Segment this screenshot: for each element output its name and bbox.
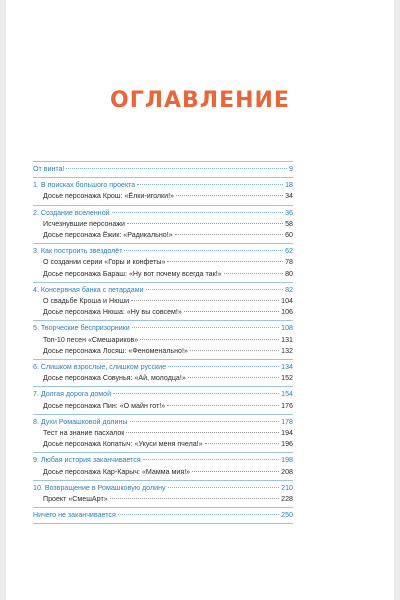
- page-number: 36: [285, 208, 293, 217]
- page-number: 154: [281, 390, 293, 399]
- page-number: 34: [285, 192, 293, 201]
- page-number: 106: [281, 308, 293, 317]
- toc-section: [33, 508, 293, 523]
- entry-title: Досье персонажа Пин: «О майн гот!»: [43, 401, 166, 410]
- entry-title: 8. Духи Ромашковой долины: [33, 417, 128, 426]
- entry-title: Проект «СмешАрт»: [43, 495, 108, 504]
- page-number: 208: [281, 467, 293, 476]
- dot-leader: [184, 311, 279, 312]
- dot-leader: [192, 471, 279, 472]
- toc-chapter-entry: [33, 285, 293, 296]
- page-number: 108: [281, 324, 293, 333]
- page-number: 176: [281, 401, 293, 410]
- toc-subentry: [33, 494, 293, 505]
- entry-title: О свадьбе Кроша и Нюши: [43, 297, 130, 306]
- dot-leader: [168, 366, 279, 367]
- page-number: 134: [281, 363, 293, 372]
- dot-leader: [131, 300, 279, 301]
- dot-leader: [146, 289, 284, 290]
- toc-subentry: [33, 428, 293, 439]
- dot-leader: [126, 432, 279, 433]
- entry-title: 3. Как построить звездолёт: [33, 247, 123, 256]
- page-number: 178: [281, 417, 293, 426]
- section-divider: [33, 523, 293, 524]
- page-number: 198: [281, 456, 293, 465]
- table-of-contents: [33, 161, 293, 524]
- toc-section: [33, 283, 293, 321]
- toc-section: [33, 387, 293, 413]
- dot-leader: [66, 168, 287, 169]
- entry-title: 2. Создание вселенной: [33, 208, 110, 217]
- toc-section: [33, 206, 293, 244]
- toc-chapter-entry: [33, 246, 293, 257]
- entry-title: Досье персонажа Нюша: «Ну вы совсем!»: [43, 308, 182, 317]
- entry-title: 6. Слишком взрослые, слишком русские: [33, 363, 167, 372]
- dot-leader: [118, 514, 279, 515]
- toc-section: [33, 453, 293, 479]
- entry-title: Досье персонажа Копатыч: «Укуси меня пчела!»: [43, 440, 203, 449]
- toc-chapter-entry: [33, 362, 293, 373]
- dot-leader: [175, 234, 283, 235]
- toc-chapter-entry: [33, 323, 293, 334]
- page-number: 104: [281, 297, 293, 306]
- page-number: 18: [285, 181, 293, 190]
- entry-title: 4. Консервная банка с петардами: [33, 285, 144, 294]
- toc-subentry: [33, 219, 293, 230]
- toc-chapter-entry: [33, 208, 293, 219]
- page-number: 58: [285, 219, 293, 228]
- entry-title: Досье персонажа Совунья: «Ай, молодца!»: [43, 374, 186, 383]
- toc-subentry: [33, 467, 293, 478]
- entry-title: Досье персонажа Крош: «Ёлки-иголки!»: [43, 192, 175, 201]
- page-number: 250: [281, 511, 293, 520]
- dot-leader: [124, 250, 283, 251]
- dot-leader: [190, 350, 279, 351]
- toc-subentry: [33, 401, 293, 412]
- toc-chapter-entry: [33, 180, 293, 191]
- page-number: 210: [281, 483, 293, 492]
- page-number: 62: [285, 247, 293, 256]
- toc-subentry: [33, 335, 293, 346]
- page-number: 80: [285, 269, 293, 278]
- toc-subentry: [33, 230, 293, 241]
- entry-title: От винта!: [33, 165, 65, 173]
- dot-leader: [167, 261, 283, 262]
- entry-title: Ничего не заканчивается: [33, 511, 116, 520]
- page-title: ОГЛАВЛЕНИЕ: [110, 88, 290, 113]
- page-number: 82: [285, 285, 293, 294]
- dot-leader: [188, 377, 279, 378]
- toc-chapter-entry: [33, 483, 293, 494]
- entry-title: Досье персонажа Ёжик: «Радикально!»: [43, 231, 173, 240]
- toc-subentry: [33, 439, 293, 450]
- entry-title: 5. Творческие беспризорники: [33, 324, 130, 333]
- toc-subentry: [33, 269, 293, 280]
- page-number: 228: [281, 495, 293, 504]
- toc-subentry: [33, 373, 293, 384]
- toc-subentry: [33, 307, 293, 318]
- dot-leader: [140, 339, 279, 340]
- entry-title: 9. Любая история заканчивается: [33, 456, 141, 465]
- entry-title: Топ-10 песен «Смешариков»: [43, 335, 139, 344]
- dot-leader: [143, 459, 279, 460]
- toc-section: [33, 321, 293, 359]
- toc-chapter-entry: [33, 455, 293, 466]
- dot-leader: [167, 405, 279, 406]
- entry-title: Исчезнувшие персонажи: [43, 219, 125, 228]
- entry-title: Тест на знание пасхалок: [43, 429, 125, 438]
- page-number: 132: [281, 346, 293, 355]
- dot-leader: [168, 487, 280, 488]
- entry-title: Досье персонажа Кар-Карыч: «Мамма мия!»: [43, 467, 191, 476]
- page-number: 196: [281, 440, 293, 449]
- entry-title: 10. Возвращение в Ромашковую долину: [33, 483, 166, 492]
- page-number: 152: [281, 374, 293, 383]
- dot-leader: [113, 393, 279, 394]
- toc-chapter-entry: [33, 417, 293, 428]
- toc-chapter-entry: [33, 164, 293, 175]
- toc-section: [33, 244, 293, 282]
- dot-leader: [110, 498, 280, 499]
- toc-section: [33, 415, 293, 453]
- toc-chapter-entry: [33, 389, 293, 400]
- page-number: 78: [285, 258, 293, 267]
- toc-section: [33, 481, 293, 507]
- dot-leader: [127, 223, 283, 224]
- page-number: 60: [285, 231, 293, 240]
- toc-section: [33, 162, 293, 177]
- toc-section: [33, 360, 293, 386]
- toc-subentry: [33, 191, 293, 202]
- dot-leader: [130, 421, 280, 422]
- page-number: 9: [289, 165, 293, 173]
- book-page: [6, 0, 394, 600]
- toc-section: [33, 178, 293, 204]
- dot-leader: [176, 195, 283, 196]
- dot-leader: [132, 327, 279, 328]
- entry-title: Досье персонажа Лосяш: «Феноменально!»: [43, 346, 188, 355]
- page-number: 194: [281, 429, 293, 438]
- entry-title: О создании серии «Горы и конфеты»: [43, 258, 166, 267]
- dot-leader: [205, 443, 280, 444]
- toc-subentry: [33, 346, 293, 357]
- toc-subentry: [33, 296, 293, 307]
- toc-subentry: [33, 257, 293, 268]
- entry-title: Досье персонажа Бараш: «Ну вот почему всегда так!»: [43, 269, 222, 278]
- toc-chapter-entry: [33, 510, 293, 521]
- dot-leader: [224, 273, 284, 274]
- entry-title: 1. В поисках большого проекта: [33, 181, 136, 190]
- dot-leader: [137, 184, 283, 185]
- entry-title: 7. Долгая дорога домой: [33, 390, 112, 399]
- dot-leader: [112, 212, 283, 213]
- page-number: 131: [281, 335, 293, 344]
